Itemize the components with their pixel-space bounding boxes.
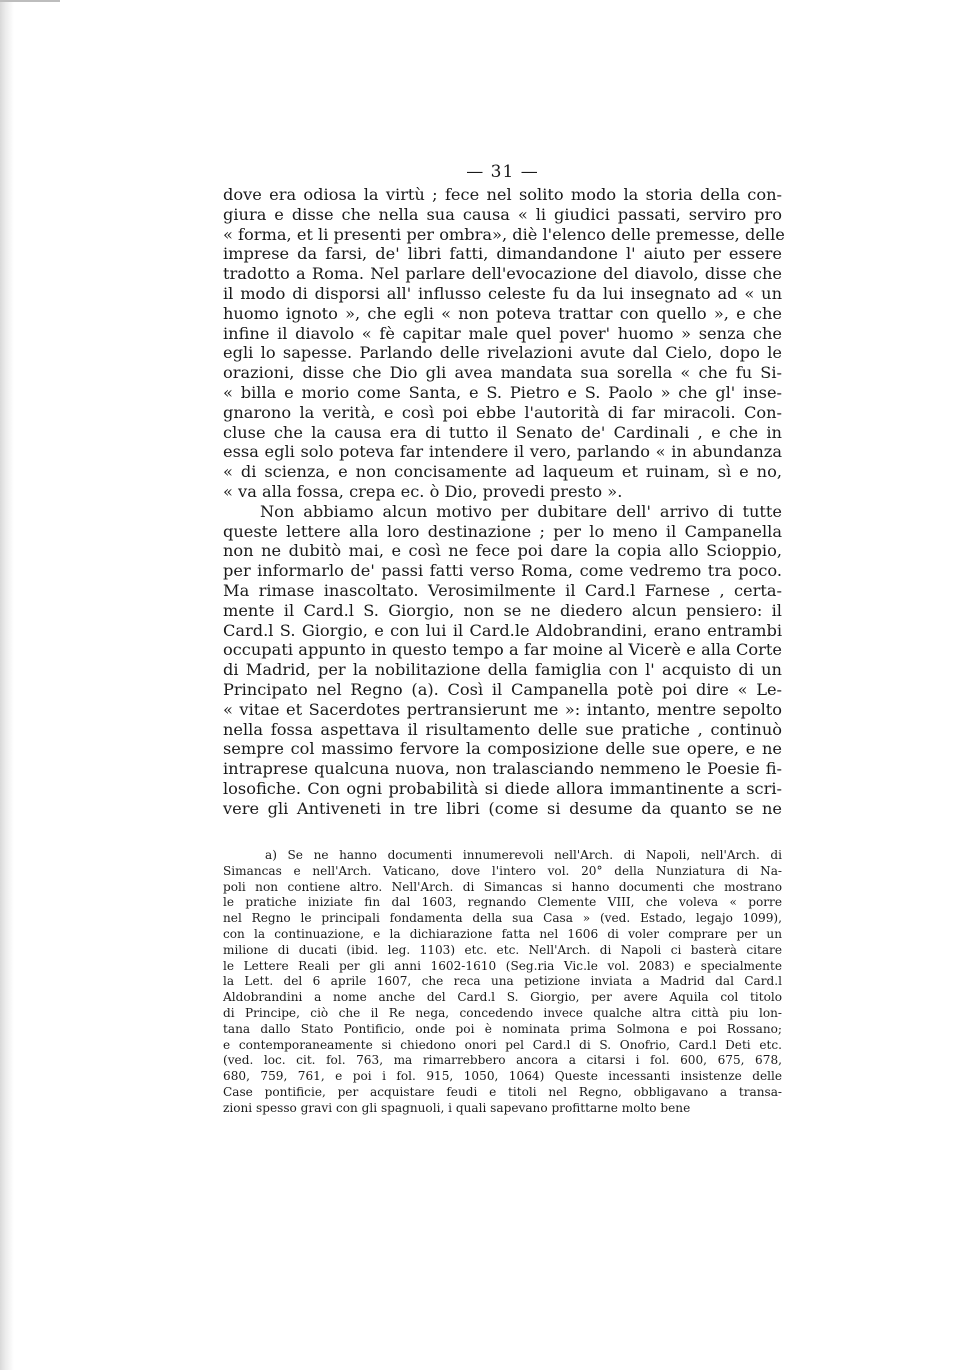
body-line: di Madrid, per la nobilitazione della famiglia con l' acquisto di un	[223, 660, 782, 680]
footnote-line: Simancas e nell'Arch. Vaticano, dove l'intero vol. 20° della Nunziatura di Na-	[223, 863, 782, 878]
body-line: essa egli solo poteva far intendere il vero, parlando « in abundanza	[223, 442, 782, 462]
footnote-line: 680, 759, 761, e poi i fol. 915, 1050, 1064) Queste incessanti insistenze delle	[223, 1069, 782, 1084]
body-line: il modo di disporsi all' influsso celeste fu da lui insegnato ad « un	[223, 283, 782, 303]
footnote-line: a) Se ne hanno documenti innumerevoli nell'Arch. di Napoli, nell'Arch. di	[265, 848, 782, 862]
body-line: Ma rimase inascoltato. Verosimilmente il Card.l Farnese , certa-	[223, 580, 782, 600]
footnote-line: (ved. loc. cit. fol. 763, ma rimarrebbero ancora a citarsi i fol. 600, 675, 678,	[223, 1053, 782, 1068]
body-line: dove era odiosa la virtù ; fece nel solito modo la storia della con-	[223, 185, 782, 204]
body-line: losofiche. Con ogni probabilità si diede allora immantinente a scri-	[223, 778, 782, 798]
footnote-line: con la continuazione, e la dichiarazione fatta nel 1606 di voler comprare per un	[223, 926, 782, 941]
page-number: — 31 —	[466, 162, 539, 182]
body-line: sempre col massimo fervore la composizione delle sue opere, e ne	[223, 739, 782, 759]
body-line: intraprese qualcuna nuova, non tralasciando nemmeno le Poesie fi-	[223, 759, 782, 779]
body-line: « forma, et li presenti per ombra», diè l'elenco delle premesse, delle	[223, 224, 785, 244]
footnote-line: Case pontificie, per acquistare feudi e titoli nel Regno, obbligavano a transa-	[223, 1084, 782, 1099]
footnote-line: Aldobrandini a nome anche del Card.l S. Giorgio, per avere Aquila col titolo	[223, 990, 782, 1005]
footnote-line: tana dallo Stato Pontificio, onde poi è nominata prima Solmona e poi Rossano;	[223, 1021, 782, 1036]
body-line: infine il diavolo « fè capitar male quel pover' huomo » senza che	[223, 323, 782, 343]
body-line: gnarono la verità, e così poi ebbe l'autorità di far miracoli. Con-	[223, 402, 782, 422]
body-line: orazioni, disse che Dio gli avea mandata sua sorella « che fu Si-	[223, 363, 782, 383]
body-line: vere gli Antiveneti in tre libri (come si desume da quanto se ne	[223, 798, 782, 818]
body-line: mente il Card.l S. Giorgio, non se ne diedero alcun pensiero: il	[223, 600, 782, 620]
body-line: tradotto a Roma. Nel parlare dell'evocazione del diavolo, disse che	[223, 264, 782, 284]
footnote-line: le Lettere Reali per gli anni 1602-1610 (Seg.ria Vic.le vol. 2083) e specialmente	[223, 958, 782, 973]
body-line: Principato nel Regno (a). Così il Campanella potè poi dire « Le-	[223, 679, 782, 699]
body-line: non ne dubitò mai, e così ne fece poi dare la copia allo Scioppio,	[223, 541, 782, 561]
body-line: « va alla fossa, crepa ec. ò Dio, provedi presto ».	[223, 481, 623, 501]
body-line: Card.l S. Giorgio, e con lui il Card.le Aldobrandini, erano entrambi	[223, 620, 782, 640]
footnote-line: poli non contiene altro. Nell'Arch. di Simancas si hanno documenti che mostrano	[223, 879, 782, 894]
footnote-line: di Principe, ciò che il Re nega, concedendo invece qualche altra città piu lon-	[223, 1005, 782, 1020]
scan-edge-line	[0, 0, 60, 2]
body-line: « billa e morio come Santa, e S. Pietro e S. Paolo » che gl' inse-	[223, 382, 782, 402]
body-line: huomo ignoto », che egli « non poteva trattar con quello », e che	[223, 303, 782, 323]
body-text	[223, 185, 785, 819]
body-line: cluse che la causa era di tutto il Senato de' Cardinali , e che in	[223, 422, 782, 442]
footnote-line: le pratiche iniziate fin dal 1603, regnando Clemente VIII, che voleva « porre	[223, 895, 782, 910]
body-line: giura e disse che nella sua causa « li giudici passati, serviro pro	[223, 204, 782, 224]
body-line: per informarlo de' passi fatti verso Roma, come vedremo tra poco.	[223, 561, 782, 581]
scan-edge-shadow	[0, 0, 14, 1370]
body-line: imprese da farsi, de' libri fatti, dimandandone l' aiuto per essere	[223, 244, 782, 264]
body-line: occupati appunto in questo tempo a far moine al Vicerè e alla Corte	[223, 640, 782, 660]
body-line: egli lo sapesse. Parlando delle rivelazioni avute dal Cielo, dopo le	[223, 343, 782, 363]
footnote-line: la Lett. del 6 aprile 1607, che reca una petizione inviata a Madrid dal Card.l	[223, 974, 782, 989]
footnote-line: nel Regno le principali fondamenta della sua Casa » (ved. Estado, legajo 1099),	[223, 911, 782, 926]
footnote-line: zioni spesso gravi con gli spagnuoli, i quali sapevano profittarne molto bene	[223, 1100, 691, 1115]
footnote-line: milione di ducati (ibid. leg. 1103) etc. etc. Nell'Arch. di Napoli ci basterà citare	[223, 942, 782, 957]
footnotes	[223, 848, 782, 1117]
body-line: « vitae et Sacerdotes pertransierunt me »: intanto, mentre sepolto	[223, 699, 782, 719]
body-line: Non abbiamo alcun motivo per dubitare dell' arrivo di tutte	[260, 501, 782, 521]
body-line: queste lettere alla loro destinazione ; per lo meno il Campanella	[223, 521, 782, 541]
footnote-line: e contemporaneamente si chiedono onori pel Card.l di S. Onofrio, Card.l Deti etc.	[223, 1037, 782, 1052]
body-line: nella fossa aspettava il risultamento delle sue pratiche , continuò	[223, 719, 782, 739]
body-line: « di scienza, e non concisamente ad laqueum et ruinam, sì e no,	[223, 462, 782, 482]
